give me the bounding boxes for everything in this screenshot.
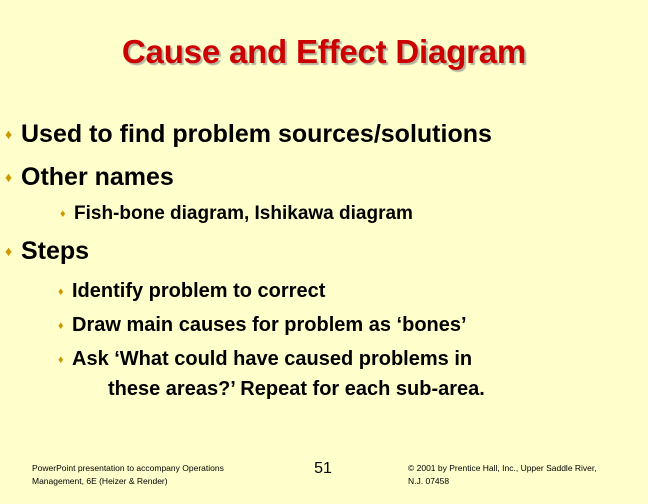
- bullet-continuation: [108, 378, 485, 401]
- diamond-bullet-icon: ♦: [5, 243, 13, 259]
- bullet-text: Ask ‘What could have caused problems in: [72, 348, 473, 370]
- sub-bullet-item: [58, 348, 472, 371]
- bullet-text: Other names: [21, 163, 174, 191]
- bullet-text: Used to find problem sources/solutions: [21, 120, 492, 148]
- sub-bullet-item: [58, 280, 325, 303]
- diamond-bullet-icon: ♦: [58, 320, 64, 332]
- footer-credit: [32, 462, 282, 488]
- bullet-text: these areas?’ Repeat for each sub-area.: [108, 378, 485, 400]
- bullet-item: [5, 163, 174, 192]
- sub-bullet-item: [58, 314, 467, 337]
- footer-copyright: [408, 462, 638, 488]
- footer-copyright-line: © 2001 by Prentice Hall, Inc., Upper Saddle River,: [408, 463, 597, 473]
- page-number: 51: [314, 460, 332, 477]
- slide-title: Cause and Effect Diagram: [121, 33, 527, 70]
- diamond-bullet-icon: ♦: [60, 208, 66, 220]
- bullet-text: Draw main causes for problem as ‘bones’: [72, 314, 467, 336]
- diamond-bullet-icon: ♦: [5, 169, 13, 185]
- bullet-item: [5, 237, 89, 266]
- bullet-text: Identify problem to correct: [72, 280, 326, 302]
- footer-copyright-line: N.J. 07458: [408, 476, 450, 486]
- footer-credit-line: PowerPoint presentation to accompany Operations: [32, 463, 224, 473]
- diamond-bullet-icon: ♦: [5, 126, 13, 142]
- bullet-text: Fish-bone diagram, Ishikawa diagram: [74, 203, 413, 224]
- bullet-item: [5, 120, 492, 149]
- diamond-bullet-icon: ♦: [58, 286, 64, 298]
- sub-bullet-item: [60, 203, 413, 225]
- footer-credit-line: Management, 6E (Heizer & Render): [32, 476, 168, 486]
- bullet-text: Steps: [21, 237, 90, 265]
- diamond-bullet-icon: ♦: [58, 354, 64, 366]
